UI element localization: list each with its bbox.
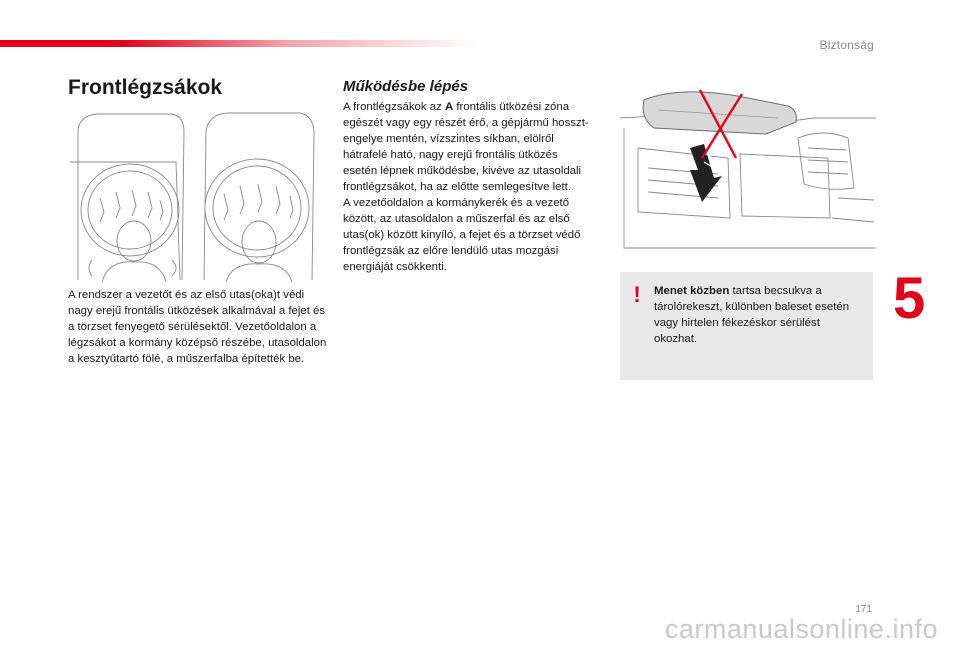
warning-emphasis: Menet közben — [654, 285, 730, 297]
warning-text — [654, 283, 860, 347]
warning-body: tartsa becsukva a tárolórekeszt, különben baleset esetén vagy hirtelen fékezéskor sérülést okozhat. — [654, 285, 850, 345]
chapter-number: 5 — [893, 266, 926, 331]
text-run: frontális ütközési zóna egészét vagy egy részét érő, a gépjármű hossztengelye mentén, vízszintes síkban, elölről hátrafelé ható, nagy erejű frontális ütközés esetén lépnek működésbe, kivéve az utasoldali frontlégzsákot, ha az előtte semlegesítve lett. — [343, 101, 589, 193]
page-title: Frontlégzsákok — [68, 76, 223, 99]
airbags-illustration — [68, 110, 320, 282]
body-text — [343, 99, 593, 275]
page-number: 171 — [855, 604, 872, 615]
paragraph-function: A vezetőoldalon a kormánykerék és a vezető között, az utasoldalon a műszerfal és az első utas(ok) között kinyíló, a fejet és a törzset védő frontlégzsák az előre lendülő utas mozgási energiáját csökkenti. — [343, 197, 581, 273]
intro-paragraph: A rendszer a vezetőt és az első utas(oka)t védi nagy erejű frontális ütközések alkalmával a fejet és a törzset fenyegető sérülésektől. Vezetőoldalon a légzsákot a kormány középső részébe, utasoldalon a kesztyűtartó fölé, a műszerfalba építették be. — [68, 289, 327, 365]
section-heading: Működésbe lépés — [343, 78, 469, 95]
watermark: carmanualsonline.info — [664, 614, 938, 644]
paragraph-activation — [343, 99, 593, 195]
section-label: Biztonság — [819, 38, 874, 52]
dashboard-illustration — [618, 88, 876, 254]
warning-icon: ! — [633, 282, 641, 307]
header-accent-bar — [0, 40, 480, 47]
text-run: A frontlégzsákok az — [343, 101, 445, 113]
warning-box — [620, 272, 873, 380]
zone-label: A — [444, 101, 454, 113]
